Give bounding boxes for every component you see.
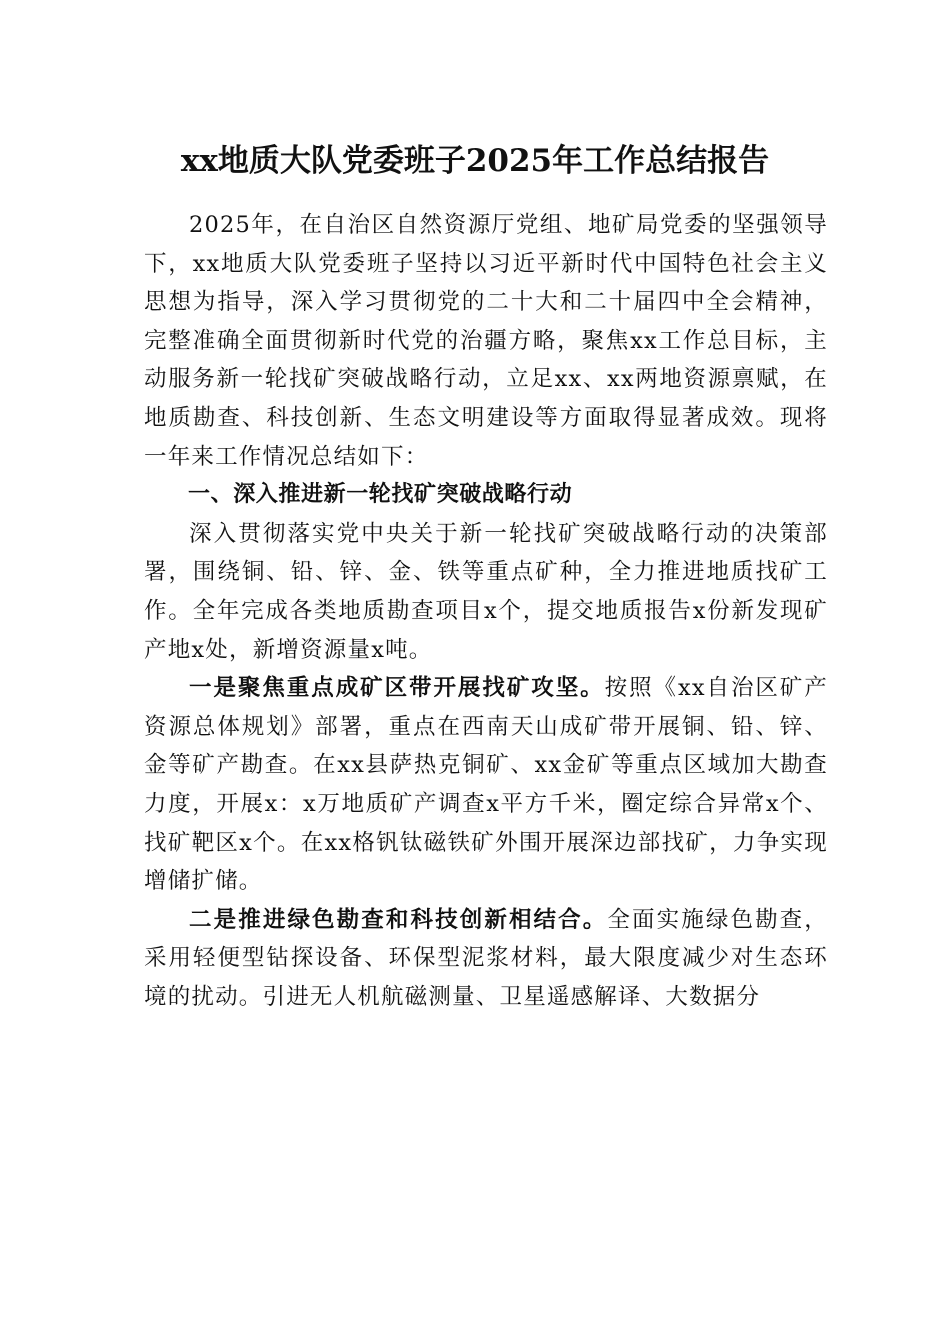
document-body xyxy=(144,206,828,1016)
section-heading-1: 一、深入推进新一轮找矿突破战略行动 xyxy=(188,482,573,508)
point-1-lead: 一是聚焦重点成矿区带开展找矿攻坚。 xyxy=(189,675,605,702)
point-2-lead: 二是推进绿色勘查和科技创新相结合。 xyxy=(189,906,608,933)
document-title: xx地质大队党委班子2025年工作总结报告 xyxy=(180,143,770,179)
point-2-text: 全面实施绿色勘查，采用轻便型钻探设备、环保型泥浆材料，最大限度减少对生态环境的扰动。引进无人机航磁测量、卫星遥感解译、大数据分 xyxy=(144,906,828,1010)
point-1-text: 按照《xx自治区矿产资源总体规划》部署，重点在西南天山成矿带开展铜、铅、锌、金等矿产勘查。在xx县萨热克铜矿、xx金矿等重点区域加大勘查力度，开展x：x万地质矿产调查x平方千米，圈定综合异常x个、找矿靶区x个。在xx格钒钛磁铁矿外围开展深边部找矿，力争实现增储扩储。 xyxy=(144,675,828,895)
point-2-paragraph xyxy=(144,901,828,1017)
point-1-paragraph xyxy=(144,669,828,901)
section-1-paragraph: 深入贯彻落实党中央关于新一轮找矿突破战略行动的决策部署，围绕铜、铅、锌、金、铁等重点矿种，全力推进地质找矿工作。全年完成各类地质勘查项目x个，提交地质报告x份新发现矿产地x处，新增资源量x吨。 xyxy=(144,520,828,663)
intro-paragraph: 2025年，在自治区自然资源厅党组、地矿局党委的坚强领导下，xx地质大队党委班子坚持以习近平新时代中国特色社会主义思想为指导，深入学习贯彻党的二十大和二十届四中全会精神，完整准确全面贯彻新时代党的治疆方略，聚焦xx工作总目标，主动服务新一轮找矿突破战略行动，立足xx、xx两地资源禀赋，在地质勘查、科技创新、生态文明建设等方面取得显著成效。现将一年来工作情况总结如下： xyxy=(144,212,828,470)
